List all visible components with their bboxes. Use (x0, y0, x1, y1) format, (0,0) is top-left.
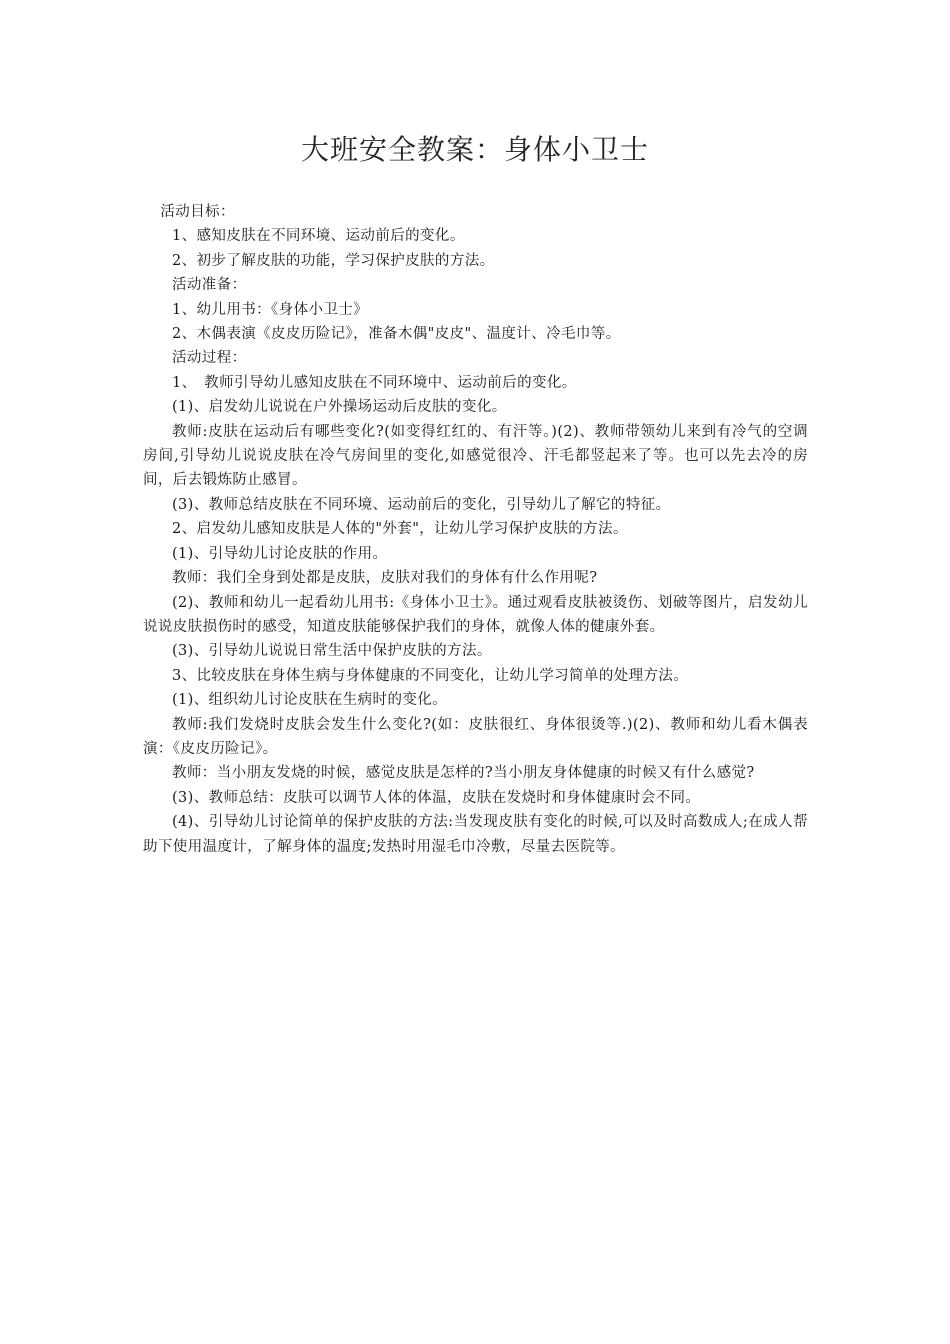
document-body (143, 200, 808, 859)
paragraph: (2)、教师和幼儿一起看幼儿用书:《身体小卫士》。通过观看皮肤被烫伤、划破等图片，启发幼儿说说皮肤损伤时的感受，知道皮肤能够保护我们的身体，就像人体的健康外套。 (143, 594, 808, 635)
section-heading-process: 活动过程： (172, 350, 247, 367)
paragraph: (3)、教师总结：皮肤可以调节人体的体温，皮肤在发烧时和身体健康时会不同。 (172, 789, 701, 806)
paragraph: 教师：我们全身到处都是皮肤，皮肤对我们的身体有什么作用呢? (172, 570, 598, 587)
paragraph: (1)、引导幼儿讨论皮肤的作用。 (172, 545, 388, 562)
paragraph: (4)、引导幼儿讨论简单的保护皮肤的方法:当发现皮肤有变化的时候,可以及时高数成人;在成人帮助下使用温度计，了解身体的温度;发热时用湿毛巾冷敷，尽量去医院等。 (143, 814, 808, 855)
paragraph: (1)、组织幼儿讨论皮肤在生病时的变化。 (172, 692, 448, 709)
paragraph: 2、启发幼儿感知皮肤是人体的"外套"，让幼儿学习保护皮肤的方法。 (172, 521, 628, 538)
paragraph: 教师:皮肤在运动后有哪些变化?(如变得红红的、有汗等。)(2)、教师带领幼儿来到有冷气的空调房间,引导幼儿说说皮肤在冷气房间里的变化,如感觉很冷、汗毛都竖起来了等。也可以先去冷的房间，后去锻炼防止感冒。 (143, 423, 808, 489)
section-heading-preparation: 活动准备： (172, 277, 247, 294)
paragraph: 2、木偶表演《皮皮历险记》，准备木偶"皮皮"、温度计、冷毛巾等。 (172, 326, 621, 343)
paragraph: 2、初步了解皮肤的功能，学习保护皮肤的方法。 (172, 252, 495, 269)
paragraph: 教师：当小朋友发烧的时候，感觉皮肤是怎样的?当小朋友身体健康的时候又有什么感觉? (172, 765, 755, 782)
paragraph: 1、幼儿用书：《身体小卫士》 (172, 301, 369, 318)
paragraph: (3)、教师总结皮肤在不同环境、运动前后的变化，引导幼儿了解它的特征。 (172, 496, 671, 513)
paragraph: 1、 教师引导幼儿感知皮肤在不同环境中、运动前后的变化。 (172, 374, 577, 391)
document-title: 大班安全教案：身体小卫士 (300, 133, 649, 166)
paragraph: 教师:我们发烧时皮肤会发生什么变化?(如：皮肤很红、身体很烫等.)(2)、教师和幼儿看木偶表演：《皮皮历险记》。 (143, 716, 808, 757)
paragraph: (1)、启发幼儿说说在户外操场运动后皮肤的变化。 (172, 399, 507, 416)
paragraph: 1、感知皮肤在不同环境、运动前后的变化。 (172, 228, 465, 245)
paragraph: (3)、引导幼儿说说日常生活中保护皮肤的方法。 (172, 643, 492, 660)
paragraph: 3、比较皮肤在身体生病与身体健康的不同变化，让幼儿学习简单的处理方法。 (172, 667, 689, 684)
section-heading-goals: 活动目标： (160, 204, 235, 220)
